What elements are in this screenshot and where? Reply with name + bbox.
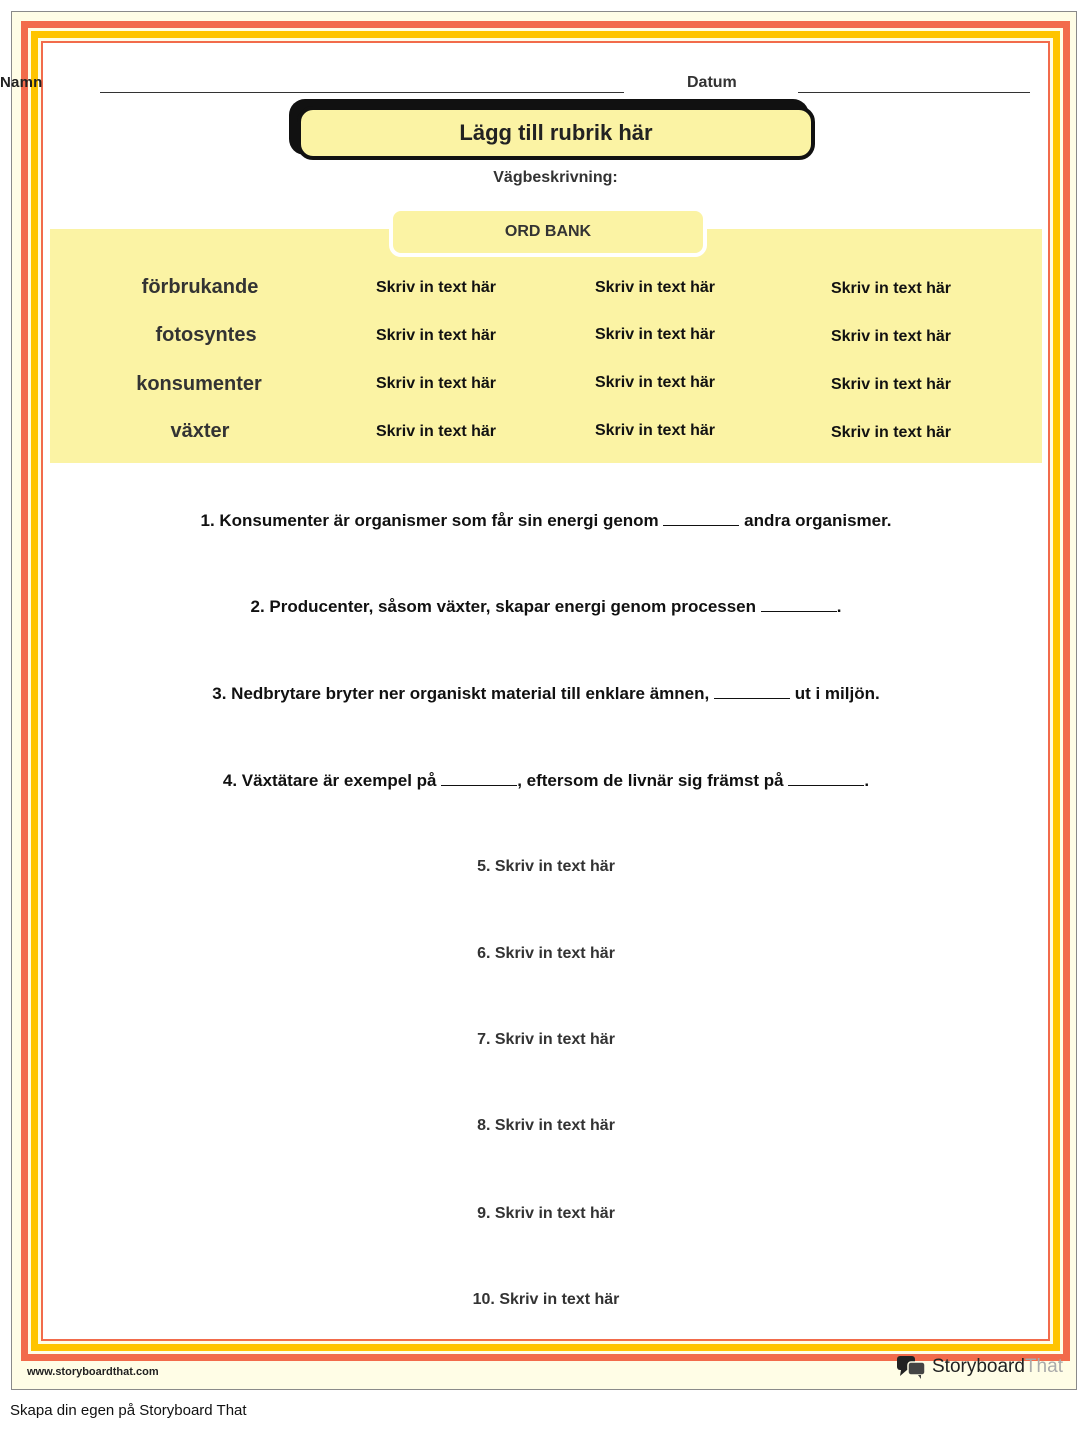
name-line[interactable] bbox=[100, 92, 624, 93]
storyboardthat-logo[interactable] bbox=[896, 1354, 1063, 1380]
question-text: 4. Växtätare är exempel på bbox=[222, 771, 442, 790]
word-bank-cell[interactable]: Skriv in text här bbox=[594, 422, 716, 439]
word-bank-cell[interactable]: Skriv in text här bbox=[830, 328, 952, 345]
question-text: ut i miljön. bbox=[789, 684, 880, 703]
word-bank-heading-box bbox=[389, 207, 707, 257]
question-text: . bbox=[836, 597, 842, 616]
word-bank-word: fotosyntes bbox=[155, 324, 257, 346]
word-bank-word: växter bbox=[170, 420, 230, 442]
date-label: Datum bbox=[687, 74, 737, 91]
question-5[interactable]: 5. Skriv in text här bbox=[477, 858, 615, 875]
word-bank-cell[interactable]: Skriv in text här bbox=[830, 280, 952, 297]
question-text: , eftersom de livnär sig främst på bbox=[517, 771, 789, 790]
question-text: andra organismer. bbox=[739, 511, 892, 530]
word-bank-word: konsumenter bbox=[136, 373, 262, 395]
question-text: 3. Nedbrytare bryter ner organiskt material till enklare ämnen, bbox=[212, 684, 714, 703]
brand-name: StoryboardThat bbox=[932, 1356, 1063, 1377]
word-bank-cell[interactable]: Skriv in text här bbox=[830, 376, 952, 393]
word-bank-cell[interactable]: Skriv in text här bbox=[375, 423, 497, 440]
question-3 bbox=[50, 684, 1042, 704]
question-1 bbox=[50, 511, 1042, 531]
word-bank-cell[interactable]: Skriv in text här bbox=[594, 279, 716, 296]
word-bank-cell[interactable]: Skriv in text här bbox=[594, 374, 716, 391]
directions-label: Vägbeskrivning: bbox=[493, 169, 618, 186]
question-2 bbox=[50, 597, 1042, 617]
question-7[interactable]: 7. Skriv in text här bbox=[477, 1031, 615, 1048]
question-text: 2. Producenter, såsom växter, skapar energi genom processen bbox=[250, 597, 761, 616]
title-box[interactable] bbox=[297, 106, 815, 160]
footer-caption: Skapa din egen på Storyboard That bbox=[10, 1402, 247, 1419]
word-bank-cell[interactable]: Skriv in text här bbox=[830, 424, 952, 441]
question-6[interactable]: 6. Skriv in text här bbox=[477, 945, 615, 962]
answer-blank[interactable] bbox=[788, 771, 864, 786]
name-label: Namn bbox=[0, 74, 43, 91]
question-10[interactable]: 10. Skriv in text här bbox=[472, 1291, 620, 1308]
speech-bubbles-icon bbox=[896, 1354, 926, 1380]
answer-blank[interactable] bbox=[663, 511, 739, 526]
answer-blank[interactable] bbox=[441, 771, 517, 786]
question-9[interactable]: 9. Skriv in text här bbox=[477, 1205, 615, 1222]
word-bank-heading: ORD BANK bbox=[504, 223, 592, 240]
word-bank-word: förbrukande bbox=[141, 276, 259, 298]
footer-url[interactable]: www.storyboardthat.com bbox=[27, 1366, 159, 1378]
word-bank-cell[interactable]: Skriv in text här bbox=[375, 327, 497, 344]
question-text: 1. Konsumenter är organismer som får sin energi genom bbox=[200, 511, 664, 530]
word-bank-cell[interactable]: Skriv in text här bbox=[594, 326, 716, 343]
question-text: . bbox=[864, 771, 870, 790]
answer-blank[interactable] bbox=[761, 597, 837, 612]
page-title: Lägg till rubrik här bbox=[459, 120, 653, 145]
answer-blank[interactable] bbox=[714, 684, 790, 699]
word-bank-cell[interactable]: Skriv in text här bbox=[375, 375, 497, 392]
date-line[interactable] bbox=[798, 92, 1030, 93]
question-8[interactable]: 8. Skriv in text här bbox=[477, 1117, 615, 1134]
question-4 bbox=[50, 771, 1042, 791]
word-bank-cell[interactable]: Skriv in text här bbox=[375, 279, 497, 296]
